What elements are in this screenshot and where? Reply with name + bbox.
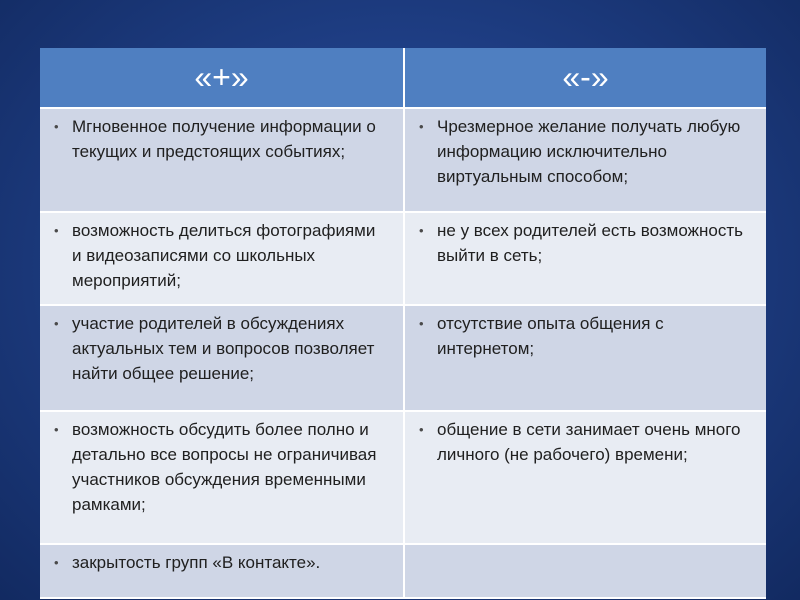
table-row [40,544,766,598]
cell-text: закрытость групп «В контакте». [72,553,321,572]
bullet-icon: • [54,119,59,134]
table-row [40,411,766,544]
cell-plus [40,108,404,212]
cell-minus [404,212,766,305]
bullet-icon: • [419,422,424,437]
table-row [40,108,766,212]
cell-plus [40,305,404,411]
cell-text: Мгновенное получение информации о текущих и предстоящих событиях; [72,117,376,161]
bullet-icon: • [54,422,59,437]
cell-minus [404,411,766,544]
cell-text: участие родителей в обсуждениях актуальных тем и вопросов позволяет найти общее решение; [72,314,375,383]
bullet-icon: • [54,555,59,570]
bullet-icon: • [419,223,424,238]
header-minus: «-» [404,48,766,108]
header-plus: «+» [40,48,404,108]
table-row [40,212,766,305]
cell-text: не у всех родителей есть возможность выйти в сеть; [437,221,743,265]
table-row [40,305,766,411]
bullet-icon: • [54,223,59,238]
cell-text: Чрезмерное желание получать любую информацию исключительно виртуальным способом; [437,117,741,186]
cell-text: возможность делиться фотографиями и видеозаписями со школьных мероприятий; [72,221,376,290]
bullet-icon: • [419,119,424,134]
cell-plus [40,212,404,305]
cell-text: возможность обсудить более полно и детально все вопросы не ограничивая участников обсуждения временными рамками; [72,420,377,514]
cell-minus [404,305,766,411]
comparison-table [40,48,766,599]
cell-plus [40,411,404,544]
cell-minus-empty [404,544,766,598]
cell-plus [40,544,404,598]
table-header-row [40,48,766,108]
bullet-icon: • [419,316,424,331]
cell-text: общение в сети занимает очень много личного (не рабочего) времени; [437,420,741,464]
bullet-icon: • [54,316,59,331]
cell-minus [404,108,766,212]
cell-text: отсутствие опыта общения с интернетом; [437,314,664,358]
